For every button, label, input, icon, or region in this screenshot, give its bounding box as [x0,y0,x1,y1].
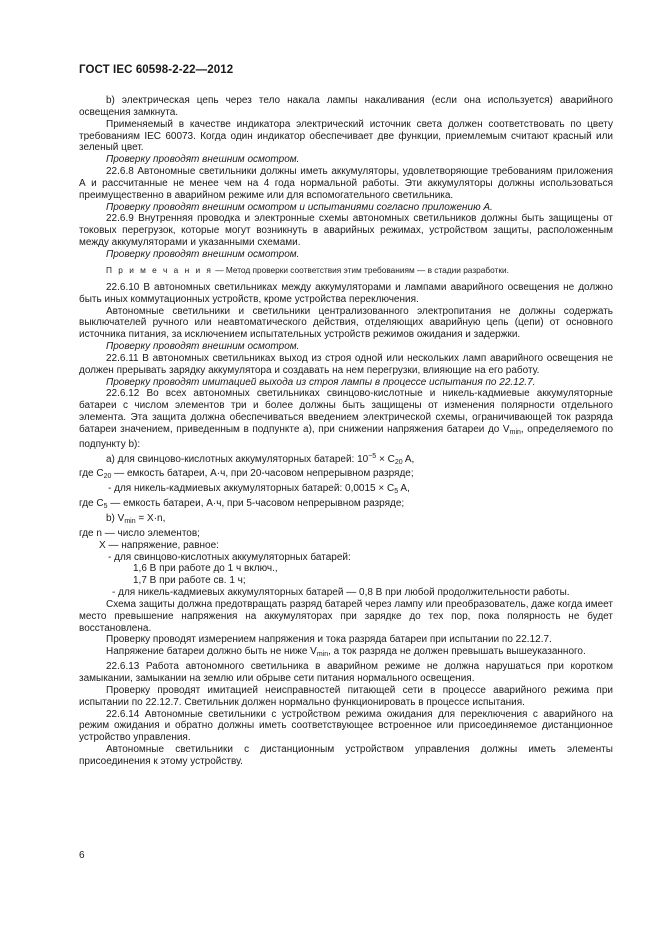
text-run: , а ток разряда не должен превышать вышеуказанного. [328,646,586,658]
paragraph: 22.6.11 В автономных светильниках выход из строя одной или нескольких ламп аварийного освещения не должен прерывать зарядку аккумулятора и создавать на нем перегрузки, влияющие на его работу. [79,352,613,376]
text-run: = X·n, [135,513,166,524]
paragraph: Автономные светильники и светильники централизованного электропитания не должны содержать выключателей ручного или неавтоматического действия, отделяющих аварийную цепь (цепи) от основного источника питания, за исключением испытательных устройств режимов ожидания и задержки. [79,305,613,341]
paragraph: 22.6.9 Внутренняя проводка и электронные схемы автономных светильников должны быть защищены от токовых перегрузок, которые могут возникнуть в аварийных режимах, устройством защиты, расположенным между аккумуляторами и указанными схемами. [79,213,613,249]
paragraph: 22.6.14 Автономные светильники с устройством режима ожидания для переключения с аварийного на режим ожидания и обратно должны иметь соответствующее встроенное или присоединяемое дистанционное устройство управления. [79,708,613,744]
text-run: — емкость батареи, А·ч, при 20-часовом непрерывном разряде; [111,468,414,480]
note [79,265,613,276]
note-label: П р и м е ч а н и я [106,264,213,275]
document-body [79,95,613,768]
text-run: × C [376,453,395,465]
formula-explanation [79,468,613,483]
text-run: - для никель-кадмиевых аккумуляторных батарей: 0,0015 × C [108,483,395,495]
list-item: - для свинцово-кислотных аккумуляторных батарей: [108,551,351,563]
superscript: −5 [368,452,377,460]
text-run: a) для свинцово-кислотных аккумуляторных батарей: 10 [106,453,369,465]
formula-line [79,483,613,498]
text-run: A, [402,453,415,465]
paragraph: 22.6.13 Работа автономного светильника в аварийном режиме не должна нарушаться при коротком замыкании, замыкании на землю или обрыве сети питания нормального освещения. [79,661,613,684]
subscript: 20 [394,458,403,466]
subscript: 5 [394,488,399,496]
paragraph: 22.6.10 В автономных светильниках между аккумуляторами и лампами аварийного освещения не должно быть иных коммутационных устройств, кроме устройства переключения. [79,281,613,305]
subscript: 20 [103,473,112,481]
text-run: где C [79,498,104,510]
formula-line [79,513,613,528]
list-item: 1,7 В при работе св. 1 ч; [133,575,246,587]
list-item: - для никель-кадмиевых аккумуляторных батарей — 0,8 В при любой продолжительности работы. [112,587,570,599]
paragraph [79,388,613,450]
paragraph: Проверку проводят измерением напряжения и тока разряда батареи при испытании по 22.12.7. [106,634,552,646]
subscript: min [124,518,136,525]
paragraph: Проверку проводят имитацией неисправностей питающей сети в процессе аварийного режима при испытании по 22.12.7. Светильник должен нормально функционировать в процессе испытания. [79,684,613,708]
text-run: Напряжение батареи должно быть не ниже V [106,646,317,658]
text-run: A, [398,483,410,495]
text-run: 22.6.12 Во всех автономных светильниках свинцово-кислотные и никель-кадмиевые аккумуляторные батареи с числом элементов три и более должны быть защищены от изменения полярности отдельного элемента. Эта защита должна обеспечиваться введением электрической схемы, ограничивающей ток разряда батареи значением, приведенным в подпункте а), при снижении напряжения батареи до V [79,388,613,435]
formula-line [79,451,613,469]
paragraph: Применяемый в качестве индикатора электрический источник света должен соответствовать по цвету требованиям IEC 60073. Когда один индикатор обеспечивает две функции, приемлемым считают красный или зеленый цвет. [79,118,613,154]
text-run: , определяемого по подпункту b): [79,423,613,450]
formula-explanation [79,498,613,513]
formula-explanation: где n — число элементов; [79,527,200,539]
paragraph-check: Проверку проводят внешним осмотром. [106,341,300,353]
page-header: ГОСТ IEC 60598-2-22—2012 [79,64,234,76]
text-run: b) V [106,513,125,524]
paragraph: b) электрическая цепь через тело накала лампы накаливания (если она используется) аварийного освещения замкнута. [79,95,613,118]
paragraph-check: Проверку проводят внешним осмотром и испытаниями согласно приложению А. [106,201,493,213]
subscript: min [316,651,329,659]
text-run: где C [79,468,104,480]
subscript: 5 [103,503,108,511]
note-text: — Метод проверки соответствия этим требованиям — в стадии разработки. [212,264,509,275]
list-item: 1,6 В при работе до 1 ч включ., [133,563,278,575]
paragraph-check: Проверку проводят внешним осмотром. [106,248,300,260]
paragraph-check: Проверку проводят внешним осмотром. [106,154,300,166]
paragraph: 22.6.8 Автономные светильники должны иметь аккумуляторы, удовлетворяющие требованиям приложения А и рассчитанные не менее чем на 4 года нормальной работы. Эти аккумуляторы должны использоваться преимущественно в аварийном режиме или для вспомогательного светильника. [79,166,613,201]
paragraph-check: Проверку проводят имитацией выхода из строя лампы в процессе испытания по 22.12.7. [106,376,536,388]
paragraph: Автономные светильники с дистанционным устройством управления должны иметь элементы присоединения к этому устройству. [79,744,613,767]
paragraph: Схема защиты должна предотвращать разряд батарей через лампу или преобразователь, даже когда имеет место превышение напряжения на аккумуляторах при зарядке до тех пор, пока полярность не будет восстановлена. [79,598,613,634]
formula-explanation: X — напряжение, равное: [99,539,219,551]
text-run: — емкость батареи, А·ч, при 5-часовом непрерывном разряде; [107,498,405,510]
paragraph [79,646,613,661]
subscript: min [509,428,521,436]
page-number: 6 [79,850,85,861]
